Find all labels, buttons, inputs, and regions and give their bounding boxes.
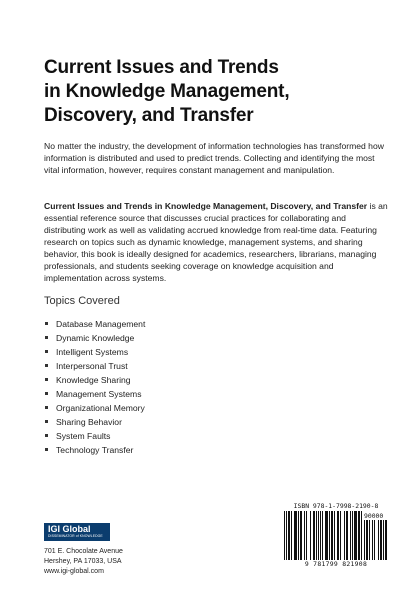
topic-label: Database Management <box>56 319 146 329</box>
barcode-bar <box>358 511 360 560</box>
topic-item <box>44 359 145 373</box>
ean-barcode <box>284 511 362 560</box>
topic-label: System Faults <box>56 431 111 441</box>
barcode-bar <box>374 520 375 560</box>
barcode-bar <box>346 511 348 560</box>
barcode-bar <box>329 511 330 560</box>
barcode-bar <box>286 511 287 560</box>
barcode-bar <box>331 511 333 560</box>
topic-item <box>44 429 145 443</box>
bullet-icon <box>45 448 48 451</box>
barcode-bar <box>366 520 368 560</box>
topic-label: Technology Transfer <box>56 445 134 455</box>
bullet-icon <box>45 336 48 339</box>
topic-item <box>44 373 145 387</box>
bullet-icon <box>45 364 48 367</box>
topic-item <box>44 345 145 359</box>
bullet-icon <box>45 322 48 325</box>
intro-paragraph: No matter the industry, the development of information technologies has transformed how information is distributed and used to predict trends. Collecting and identifying the most vital information, however, requires constant management and manipulation. <box>44 141 384 175</box>
bullet-icon <box>45 350 48 353</box>
book-title <box>44 56 384 128</box>
price-code: 90000 <box>364 512 384 520</box>
description-paragraph <box>44 200 389 284</box>
bullet-icon <box>45 406 48 409</box>
bullet-icon <box>45 378 48 381</box>
barcode-bar <box>372 520 373 560</box>
bullet-icon <box>45 434 48 437</box>
barcode-bar <box>298 511 299 560</box>
bullet-icon <box>45 420 48 423</box>
barcode-bar <box>334 511 335 560</box>
barcode-bar <box>352 511 353 560</box>
bullet-icon <box>45 392 48 395</box>
barcode-bar <box>291 511 292 560</box>
topic-item <box>44 401 145 415</box>
barcode-bar <box>316 511 317 560</box>
barcode-block <box>284 502 388 570</box>
barcode-bar <box>383 520 384 560</box>
topic-item <box>44 387 145 401</box>
barcode-bar <box>378 520 379 560</box>
title-line-2: in Knowledge Management, <box>44 81 290 102</box>
barcode-bar <box>350 511 351 560</box>
topic-label: Organizational Memory <box>56 403 145 413</box>
title-line-1: Current Issues and Trends <box>44 57 279 78</box>
isbn-text: ISBN 978-1-7998-2190-8 <box>293 502 379 510</box>
barcode-bar <box>340 511 341 560</box>
topics-heading: Topics Covered <box>44 295 120 307</box>
barcode-bar <box>325 511 328 560</box>
topic-item <box>44 415 145 429</box>
topic-label: Intelligent Systems <box>56 347 129 357</box>
barcode-bar <box>322 511 323 560</box>
barcode-bar <box>288 511 290 560</box>
barcode-bar <box>306 511 307 560</box>
barcode-bar <box>294 511 297 560</box>
topic-label: Management Systems <box>56 389 142 399</box>
barcode-bar <box>337 511 339 560</box>
barcode-bar <box>310 511 311 560</box>
barcode-digits: 9 781799 821908 <box>304 560 368 568</box>
topic-item <box>44 317 145 331</box>
address-line-1: 701 E. Chocolate Avenue <box>44 548 123 555</box>
barcode-bar <box>369 520 370 560</box>
top-band <box>0 0 420 38</box>
topic-label: Sharing Behavior <box>56 417 122 427</box>
barcode-bar <box>385 520 387 560</box>
barcode-bar <box>313 511 315 560</box>
publisher-address <box>44 547 123 577</box>
barcode-bar <box>320 511 321 560</box>
topic-label: Dynamic Knowledge <box>56 333 135 343</box>
barcode-bar <box>364 520 365 560</box>
description-bold-title: Current Issues and Trends in Knowledge Management, Discovery, and Transfer <box>44 201 368 211</box>
barcode-bar <box>361 511 362 560</box>
barcode-bar <box>318 511 319 560</box>
topic-label: Knowledge Sharing <box>56 375 131 385</box>
address-line-2: Hershey, PA 17033, USA <box>44 558 122 565</box>
title-line-3: Discovery, and Transfer <box>44 105 254 126</box>
topic-item <box>44 443 145 457</box>
description-body: is an essential reference source that discusses crucial practices for collaborating and distributing work as well as validating accrued knowledge from real-time data. Featuring research on topics such as dynamic knowledge, management systems, and sharing behavior, this book is ideally designed for academics, researchers, librarians, managing professionals, and students seeking coverage on knowledge acquisition and implementation across systems. <box>44 201 388 283</box>
barcode-bar <box>344 511 345 560</box>
topic-label: Interpersonal Trust <box>56 361 128 371</box>
logo-text: IGI Global <box>48 524 91 534</box>
barcode-bar <box>284 511 285 560</box>
logo-tagline: DISSEMINATOR of KNOWLEDGE <box>48 534 103 538</box>
topics-list <box>44 317 145 457</box>
topic-item <box>44 331 145 345</box>
barcode-bar <box>354 511 357 560</box>
barcode-bar <box>380 520 382 560</box>
price-addon-barcode <box>364 520 388 560</box>
barcode-bar <box>300 511 302 560</box>
website-link[interactable]: www.igi-global.com <box>44 568 104 575</box>
igi-global-logo <box>44 523 110 541</box>
barcode-bar <box>304 511 305 560</box>
